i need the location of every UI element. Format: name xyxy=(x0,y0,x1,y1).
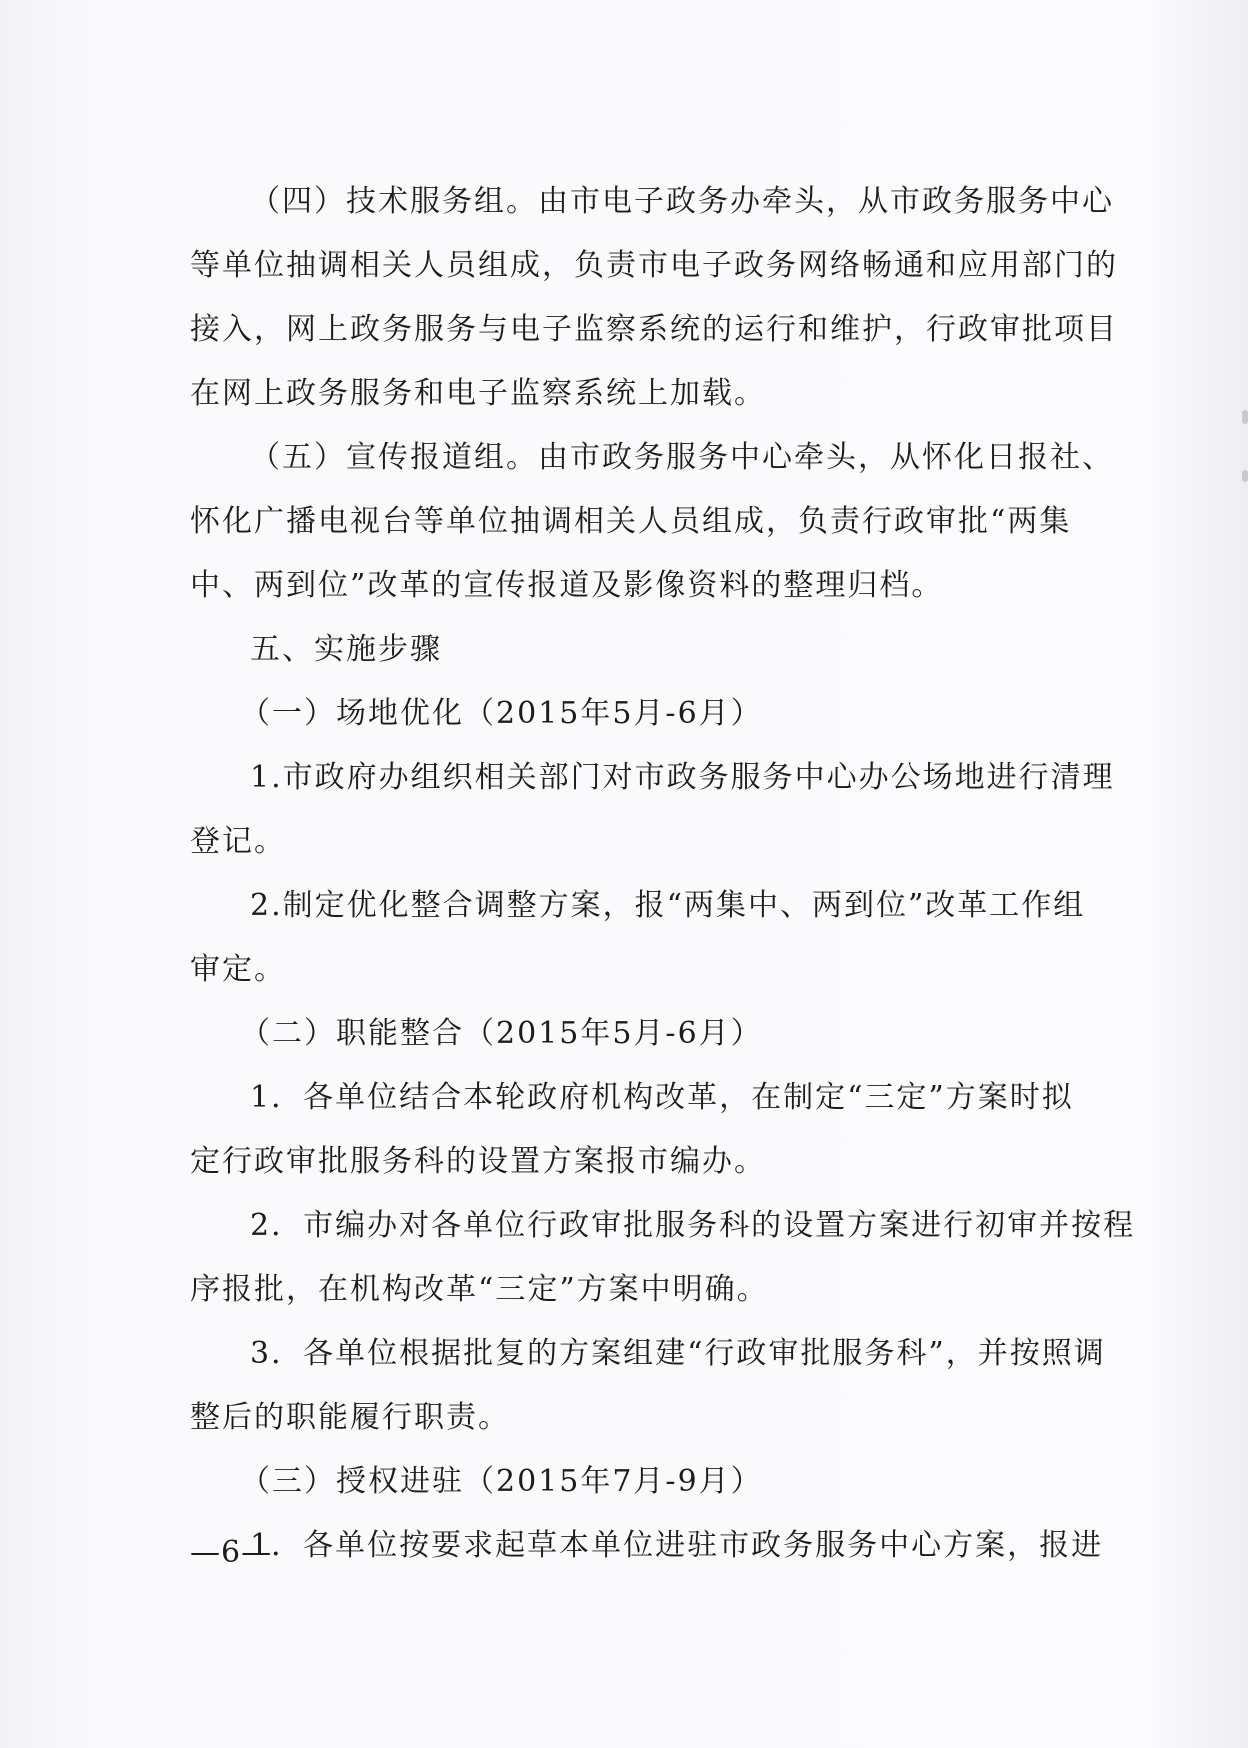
paragraph-line: （四）技术服务组。由市电子政务办牵头，从市政务服务中心 xyxy=(250,184,1114,219)
subsection-heading: （三）授权进驻（2015年7月-9月） xyxy=(240,1464,763,1499)
page-number: —6— xyxy=(190,1535,273,1570)
paragraph-line: 2.制定优化整合调整方案，报“两集中、两到位”改革工作组 xyxy=(250,888,1086,923)
paragraph-line: 序报批，在机构改革“三定”方案中明确。 xyxy=(190,1272,769,1307)
paragraph-line: 1.市政府办组织相关部门对市政务服务中心办公场地进行清理 xyxy=(250,760,1115,795)
page-edge-mark xyxy=(1242,410,1248,424)
document-body xyxy=(190,170,1136,1578)
paragraph-line: 等单位抽调相关人员组成，负责市电子政务网络畅通和应用部门的 xyxy=(190,248,1118,283)
paragraph-line: 2．市编办对各单位行政审批服务科的设置方案进行初审并按程 xyxy=(250,1208,1136,1243)
paragraph-line: 1．各单位按要求起草本单位进驻市政务服务中心方案，报进 xyxy=(250,1528,1104,1563)
paragraph-line: 1．各单位结合本轮政府机构改革，在制定“三定”方案时拟 xyxy=(250,1080,1074,1115)
section-heading: 五、实施步骤 xyxy=(250,632,442,667)
paragraph-line: 登记。 xyxy=(190,824,286,859)
paragraph-line: 审定。 xyxy=(190,952,286,987)
paragraph-line: 3．各单位根据批复的方案组建“行政审批服务科”，并按照调 xyxy=(250,1336,1106,1371)
paragraph-line: 整后的职能履行职责。 xyxy=(190,1400,510,1435)
paragraph-line: 怀化广播电视台等单位抽调相关人员组成，负责行政审批“两集 xyxy=(190,504,1072,539)
paragraph-line: 接入，网上政务服务与电子监察系统的运行和维护，行政审批项目 xyxy=(190,312,1118,347)
paragraph-line: 在网上政务服务和电子监察系统上加载。 xyxy=(190,376,766,411)
page-edge-mark xyxy=(1242,470,1248,482)
subsection-heading: （一）场地优化（2015年5月-6月） xyxy=(240,696,763,731)
paragraph-line: 定行政审批服务科的设置方案报市编办。 xyxy=(190,1144,766,1179)
paragraph-line: （五）宣传报道组。由市政务服务中心牵头，从怀化日报社、 xyxy=(250,440,1114,475)
paragraph-line: 中、两到位”改革的宣传报道及影像资料的整理归档。 xyxy=(190,568,944,603)
subsection-heading: （二）职能整合（2015年5月-6月） xyxy=(240,1016,763,1051)
